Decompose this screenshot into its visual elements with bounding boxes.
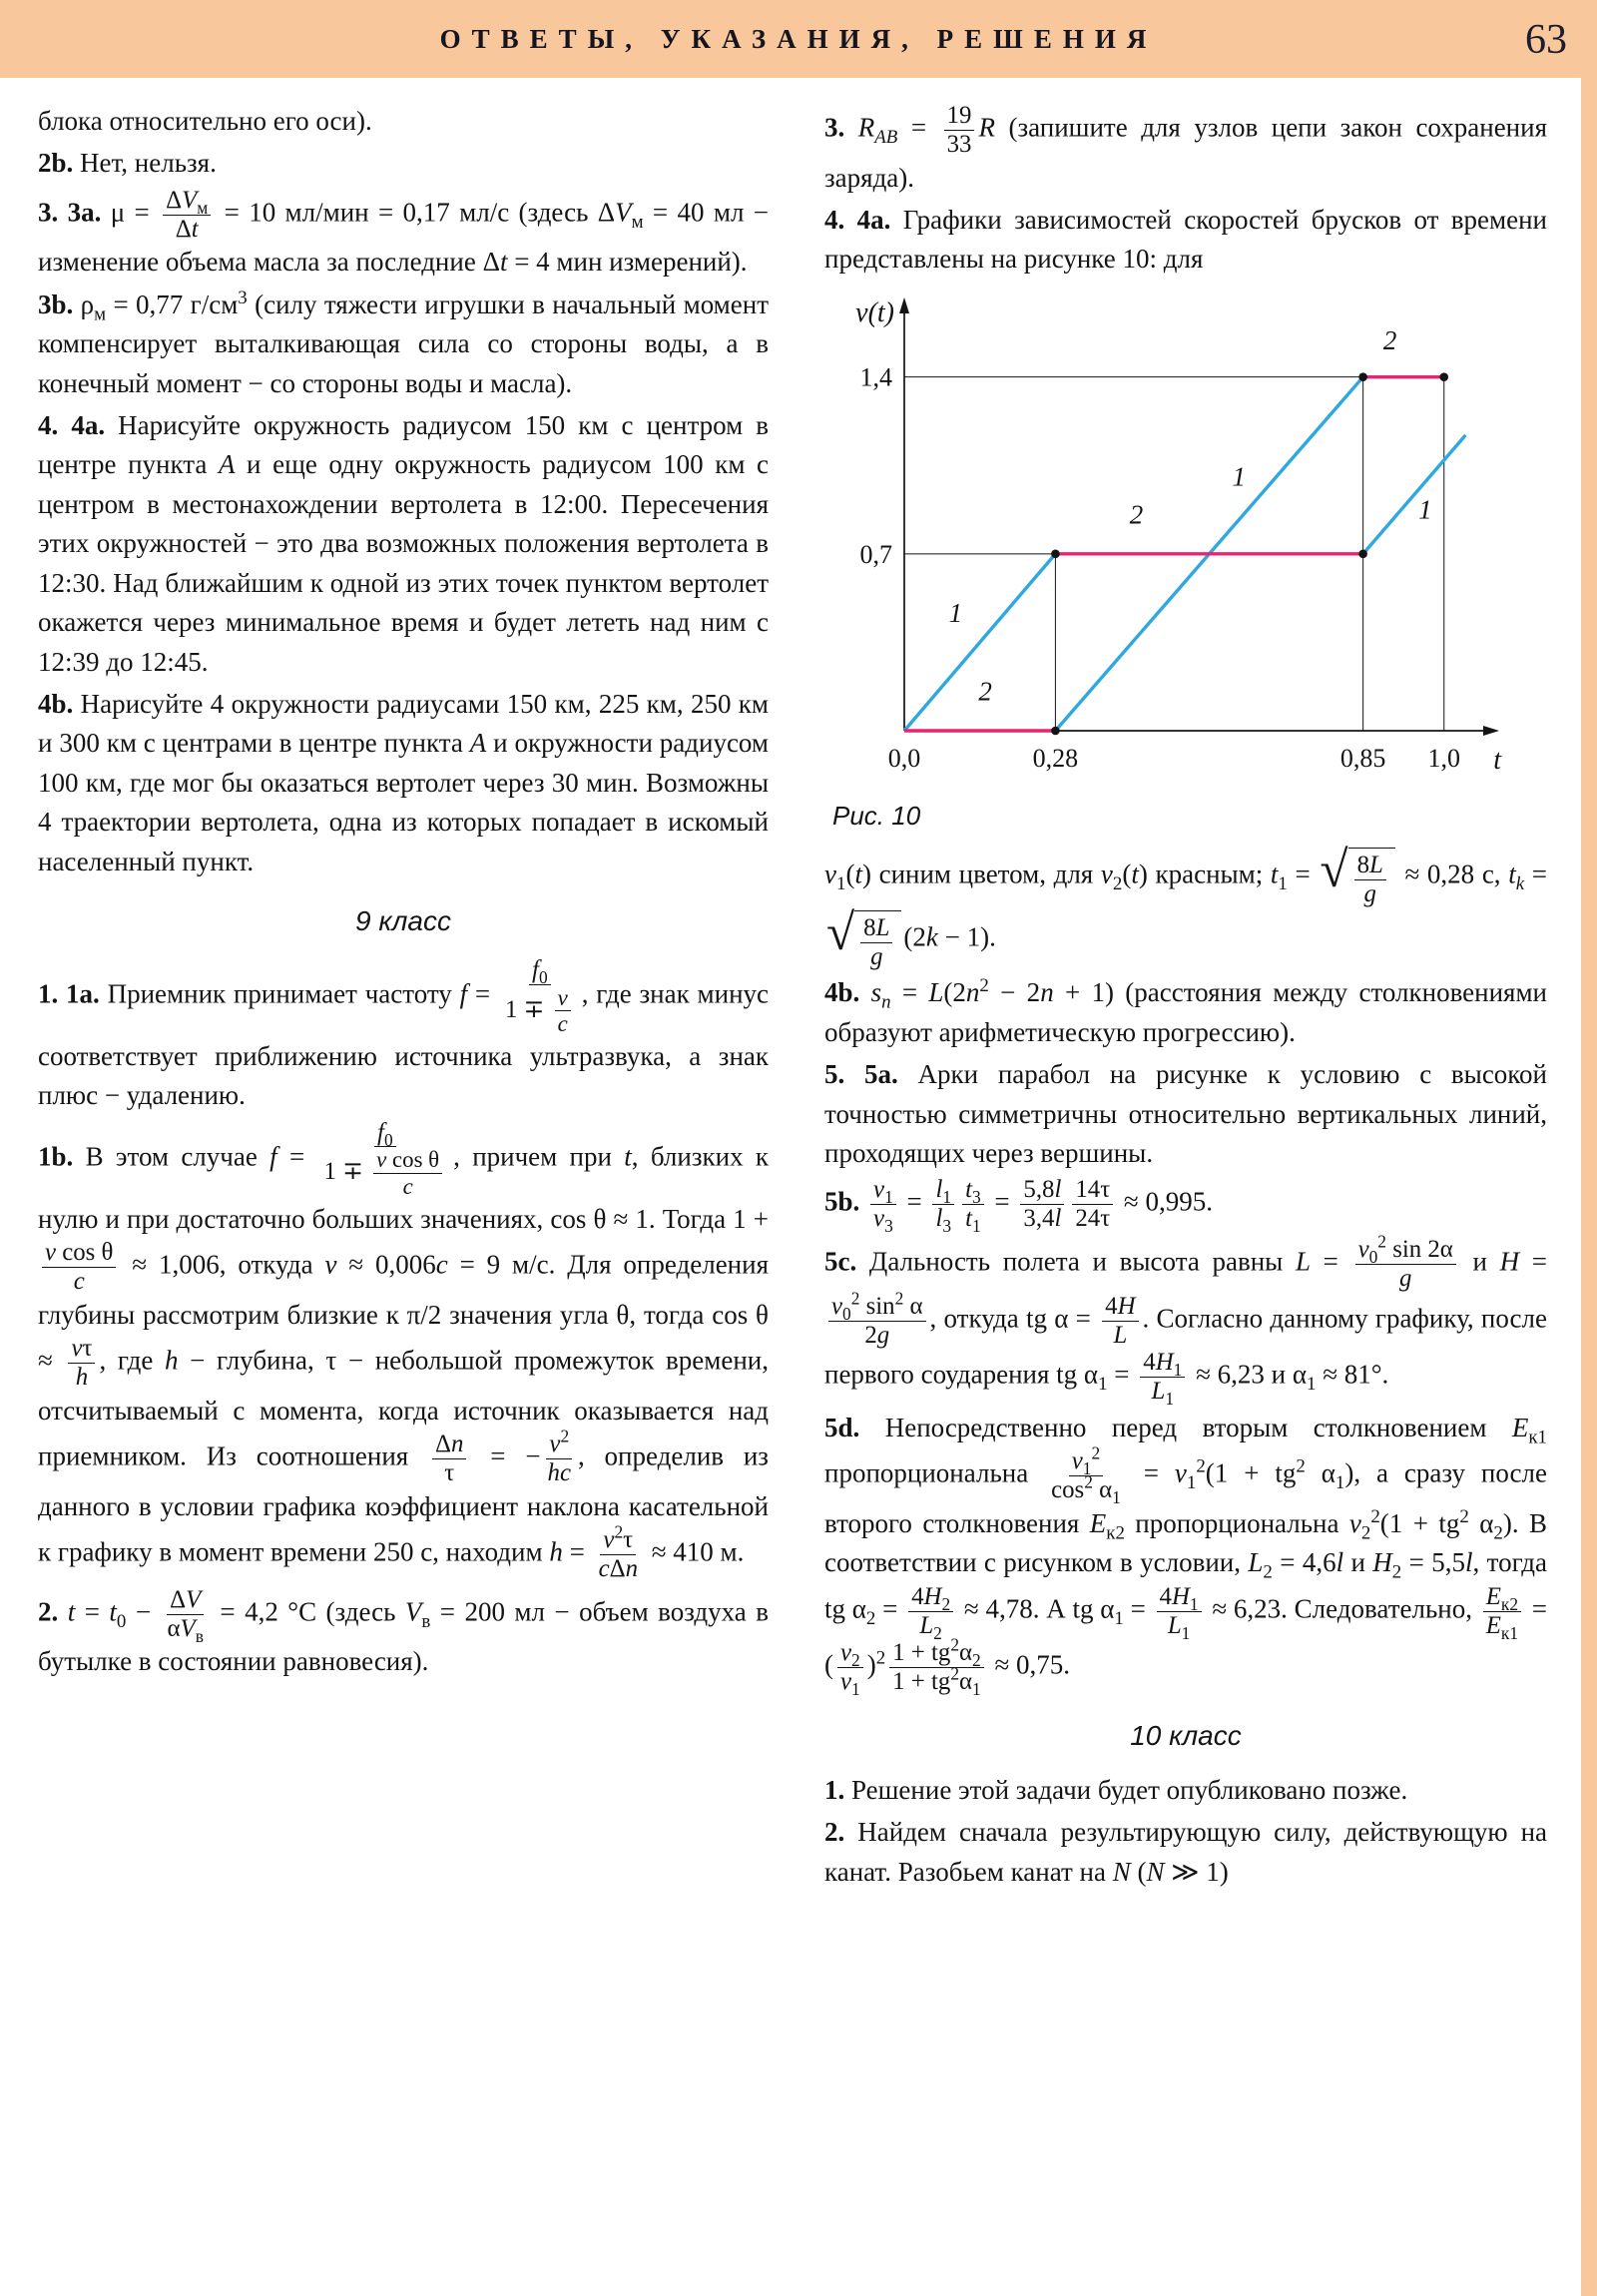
paragraph: 1b. В этом случае f = $f_0$ 1 ∓ $\frac{\text{v cos θ}}{c}$ , причем при t, близких к нулю и при достаточно больших значениях, cos θ ≈ 1. Тогда 1 + $\frac{\text{v cos θ}}{c}$ ≈ 1,006, откуда v ≈ 0,006c = 9 м/с. Для определения глубины рассмотрим близкие к π/2 значения угла θ, тогда cos θ ≈ $\frac{v\tau}{h}$ , где h − глубина, τ − небольшой промежуток времени, отсчитываемый с момента, когда источник оказывается над приемником. Из соотношения $\frac{\Delta n}{\tau}$ = − $\frac{v^2}{hc}$ , определив из данного в условии графика коэффициент наклона касательной к графику в момент времени 250 с, находим h = $\frac{v^2\tau}{\text{cΔn}}$ ≈ 410 м. bbox=[38, 1118, 770, 1582]
section-heading: 10 класс bbox=[1130, 1720, 1242, 1752]
svg-text:1: 1 bbox=[1418, 494, 1432, 525]
svg-text:1: 1 bbox=[948, 598, 963, 629]
paragraph: 3b. $\rho_м = 0,77$ $г/см^3$ (силу тяжести игрушки в начальный момент компенсирует выталкивающая сила со стороны воды, а в конечный момент − со стороны воды и масла). bbox=[38, 287, 769, 398]
paragraph: 4. 4а. Графики зависимостей скоростей брусков от времени представлены на рисунке 10: для bbox=[824, 205, 1547, 275]
paragraph: 5d. Непосредственно перед вторым столкновением $E_{к1}$ пропорциональна $\frac{v_1^2}{\cos^2 \alpha_1}$ = $v_1^2(1 + tg^2$ $\alpha_1$), а сразу после второго столкновения $E_{к2}$ пропорциональна $v_2^2(1 + tg^2$ $\alpha_2$). В соответствии с рисунком в условии, $L_2 = 4,6l$ и $H_2 = 5,5l$, тогда tg $\alpha_2$ = $\frac{4H_2}{L_2}$ ≈ 4,78. А tg $\alpha_1$ = $\frac{4H_1}{L_1}$ ≈ 6,23. Следовательно, $\frac{E_{к2}}{E_{к1}}$ = ( $\frac{v_2}{v_1}$ )$^2$ $\frac{1 + tg^2\alpha_2}{1 + tg^2\alpha_1}$ ≈ 0,75. bbox=[824, 1412, 1548, 1700]
paragraph: 2. $t = t_0$ − $\frac{\Delta V}{\alpha V_в}$ = 4,2 °C (здесь $V_в = 200$ мл − объем воздуха в бутылке в состоянии равновесия). bbox=[38, 1585, 769, 1677]
svg-text:v(t): v(t) bbox=[855, 296, 894, 328]
svg-text:0,0: 0,0 bbox=[887, 743, 921, 773]
svg-text:1: 1 bbox=[1232, 461, 1247, 492]
paragraph: 5. 5а. Арки парабол на рисунке к условию с высокой точностью симметричны относительно вертикальных линий, проходящих через вершины. bbox=[824, 1059, 1548, 1169]
svg-text:0,7: 0,7 bbox=[859, 539, 892, 569]
column-right-bottom bbox=[824, 842, 1548, 1892]
content bbox=[38, 102, 1547, 1895]
paragraph: 1. 1а. Приемник принимает частоту f = $f_0$ 1 ∓ $\frac{v}{c}$ , где знак минус соответствует приближению источника ультразвука, а знак плюс − удалению. bbox=[38, 955, 770, 1111]
paragraph: 2. Найдем сначала результирующую силу, действующую на канат. Разобьем канат на N (N ≫ 1) bbox=[824, 1817, 1547, 1887]
section-heading: 9 класс bbox=[355, 904, 451, 936]
column-right bbox=[824, 102, 1547, 1895]
svg-text:2: 2 bbox=[1129, 499, 1144, 530]
paragraph: 2b. Нет, нельзя. bbox=[38, 148, 217, 179]
paragraph: $v_1(t)$ синим цветом, для $v_2(t)$ красным; $t_1$ = √ $\frac{8L}{g}$ ≈ 0,28 с, $t_k$ = √ $\frac{8L}{g}$ (2k − 1). bbox=[824, 842, 1547, 970]
svg-text:1,0: 1,0 bbox=[1427, 743, 1460, 773]
paragraph: 3. 3а. μ = $\frac{\Delta V_м}{\Delta t}$ = 10 мл/мин = 0,17 мл/с (здесь $\Delta V_м = 40$ мл − изменение объема масла за последние Δt = 4 мин измерений). bbox=[38, 186, 770, 278]
svg-text:0,28: 0,28 bbox=[1032, 743, 1079, 773]
paragraph: 4. 4а. Нарисуйте окружность радиусом 150 км с центром в центре пункта A и еще одну окружность радиусом 100 км с центром в местонахождении вертолета в 12:00. Пересечения этих окружностей − это два возможных положения вертолета в 12:30. Над ближайшим к одной из этих точек пунктом вертолет окажется через минимальное время и будет лететь над ним с 12:39 до 12:45. bbox=[38, 410, 769, 677]
paragraph: 5b. $\frac{v_1}{v_3}$ = $\frac{l_1}{l_3}$ $\frac{t_3}{t_1}$ = $\frac{5,8l}{3,4l}$ $\frac{14\tau}{24\tau}$ ≈ 0,995. bbox=[824, 1176, 1213, 1237]
column-right-top bbox=[824, 102, 1547, 280]
paragraph: 4b. Нарисуйте 4 окружности радиусами 150 км, 225 км, 250 км и 300 км с центрами в центре пункта A и окружности радиусом 100 км, где мог бы оказаться вертолет через 30 мин. Возможны 4 траектории вертолета, одна из которых попадает в искомый населенный пункт. bbox=[38, 688, 770, 876]
paragraph: 3. $R_{AB}$ = $\frac{19}{33}$ R (запишите для узлов цепи закон сохранения заряда). bbox=[824, 102, 1547, 193]
figure-10 bbox=[824, 287, 1547, 836]
edge-accent-strip bbox=[1581, 0, 1597, 2296]
column-left bbox=[38, 102, 769, 1895]
svg-text:1,4: 1,4 bbox=[859, 362, 892, 392]
svg-text:t: t bbox=[1493, 744, 1501, 776]
paragraph: 5c. Дальность полета и высота равны L = $\frac{v_0^2 \sin 2\alpha}{g}$ и H = $\frac{v_0^2 \sin^2 \alpha}{2g}$ , откуда tg α = $\frac{4H}{L}$ . Согласно данному графику, после первого соударения tg $\alpha_1$ = $\frac{4H_1}{L_1}$ ≈ 6,23 и $\alpha_1 \approx 81^\circ$. bbox=[824, 1232, 1547, 1410]
figure-caption: Рис. 10 bbox=[832, 801, 921, 832]
svg-text:2: 2 bbox=[1382, 324, 1397, 355]
page-header bbox=[0, 0, 1597, 78]
header-title: ОТВЕТЫ, УКАЗАНИЯ, РЕШЕНИЯ bbox=[439, 23, 1158, 54]
paragraph: блока относительно его оси). bbox=[38, 106, 372, 136]
paragraph: 1. Решение этой задачи будет опубликовано позже. bbox=[824, 1774, 1408, 1805]
figure-10-chart bbox=[824, 287, 1513, 787]
page-number: 63 bbox=[1525, 17, 1567, 63]
paragraph: 4b. $s_n = L(2n^2 - 2n + 1)$ (расстояния между столкновениями образуют арифметическую прогрессию). bbox=[824, 975, 1547, 1047]
svg-text:2: 2 bbox=[978, 676, 992, 707]
svg-text:0,85: 0,85 bbox=[1339, 743, 1386, 773]
